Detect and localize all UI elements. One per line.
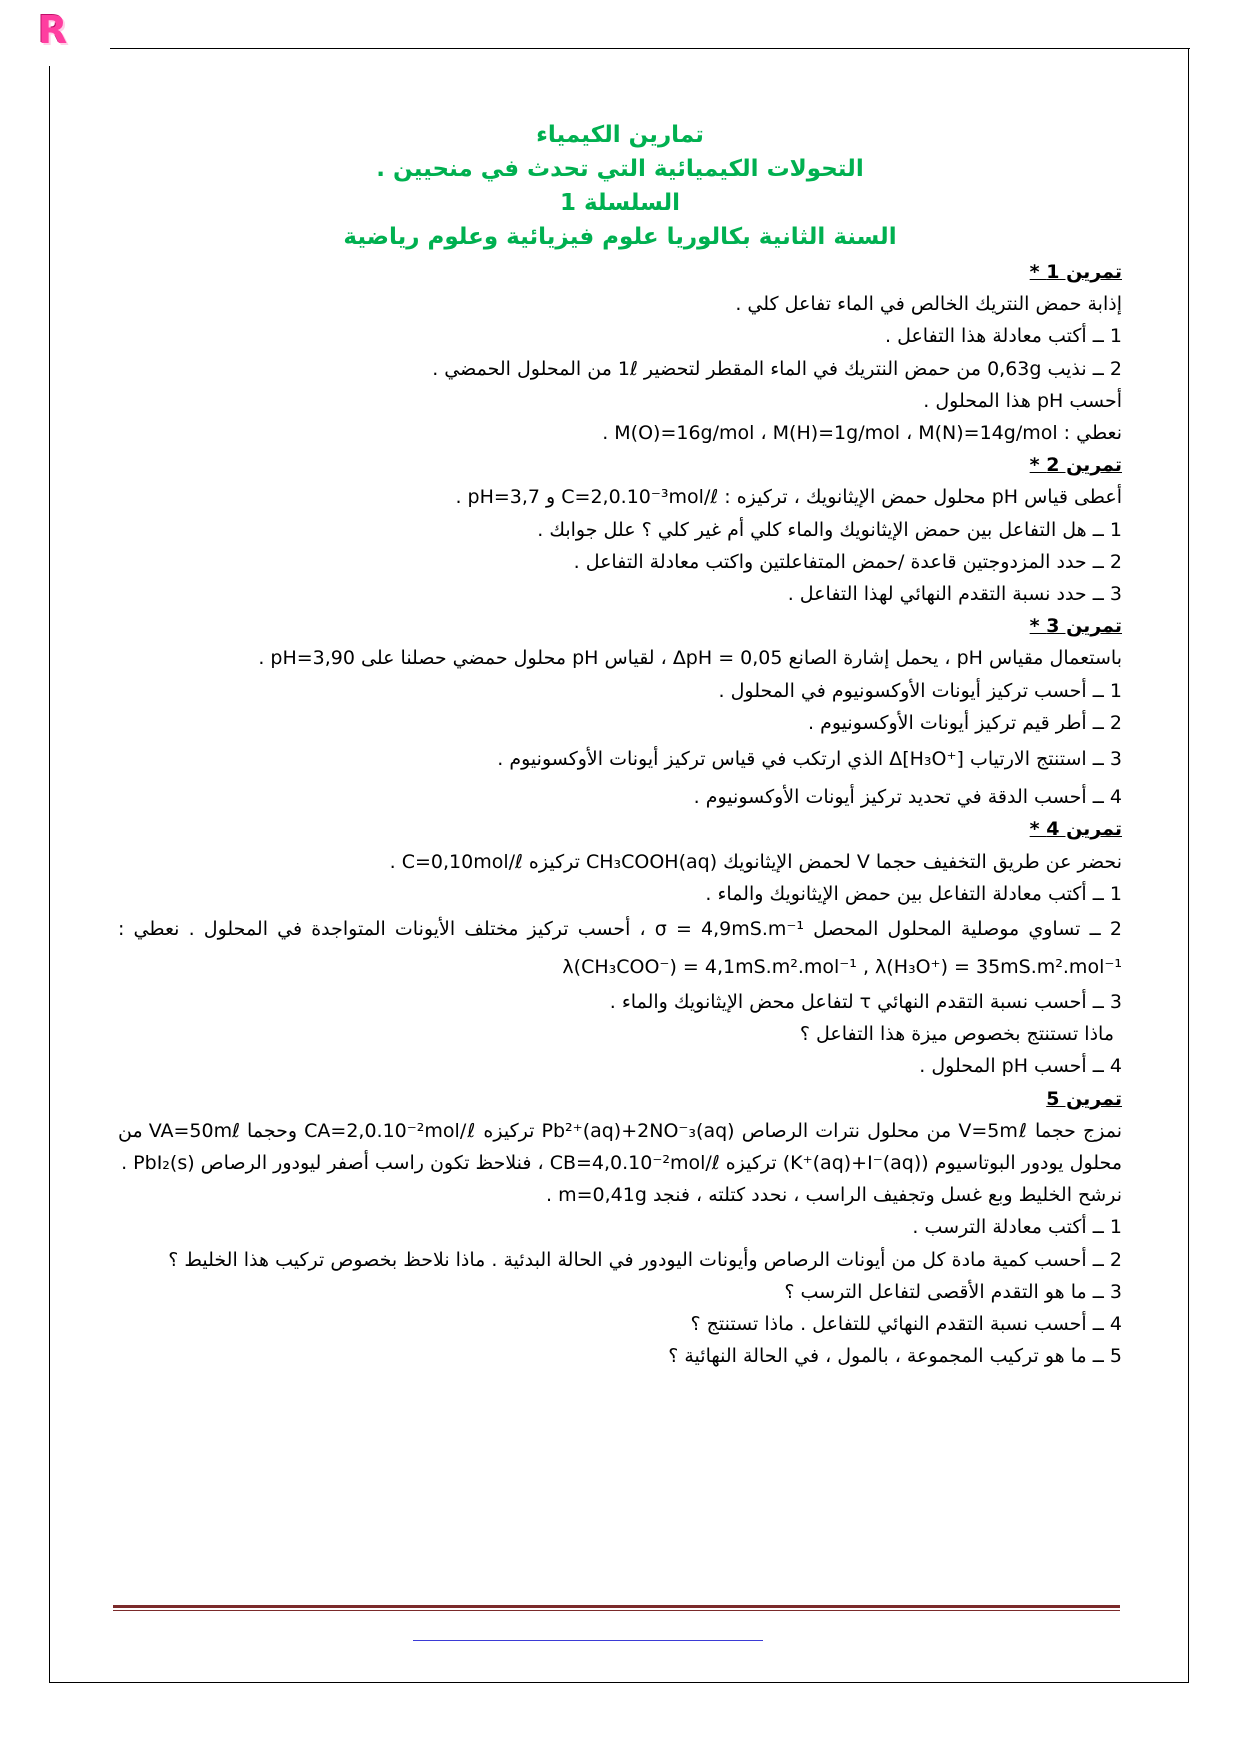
exercise-2-title: تمرين 2 * bbox=[1029, 454, 1122, 477]
frame-bottom-border bbox=[49, 1682, 1189, 1683]
exercise-1-title: تمرين 1 * bbox=[1029, 261, 1122, 283]
logo-mark bbox=[38, 8, 74, 52]
footer-rule-thin bbox=[113, 1610, 1120, 1611]
exercise-1-line: نعطي : M(O)=16g/mol ، M(H)=1g/mol ، M(N)=14g/mol . bbox=[602, 422, 1122, 445]
exercise-4-line: 1 ــ أكتب معادلة التفاعل بين حمض الإيثانويك والماء . bbox=[705, 882, 1122, 905]
exercise-5-line: 5 ــ ما هو تركيب المجموعة ، بالمول ، في الحالة النهائية ؟ bbox=[668, 1345, 1122, 1368]
series-label: السلسلة 1 bbox=[559, 190, 681, 216]
top-rule bbox=[110, 48, 1190, 49]
exercise-1-line: 1 ــ أكتب معادلة هذا التفاعل . bbox=[885, 325, 1122, 348]
footer-link-underline[interactable] bbox=[413, 1640, 763, 1641]
level-label: السنة الثانية بكالوريا علوم فيزيائية وعلوم رياضية bbox=[343, 224, 897, 250]
exercise-1-line: إذابة حمض النتريك الخالص في الماء تفاعل كلي . bbox=[735, 293, 1122, 316]
exercise-4-line: 3 ــ أحسب نسبة التقدم النهائي τ لتفاعل محض الإيثانويك والماء . bbox=[609, 991, 1122, 1014]
exercise-5-line: 1 ــ أكتب معادلة الترسب . bbox=[912, 1216, 1122, 1239]
logo-letter: R bbox=[38, 8, 68, 52]
exercise-4-line: نحضر عن طريق التخفيف حجما V لحمض الإيثانويك CH₃COOH(aq) تركيزه C=0,10mol/ℓ . bbox=[389, 850, 1122, 873]
exercise-4-line: ماذا تستنتج بخصوص ميزة هذا التفاعل ؟ bbox=[799, 1023, 1114, 1046]
exercise-2-line: 3 ــ حدد نسبة التقدم النهائي لهذا التفاعل . bbox=[787, 583, 1122, 606]
exercise-5-paragraph: نمزج حجما V=5mℓ من محلول نترات الرصاص Pb²⁺(aq)+2NO⁻₃(aq) تركيزه CA=2,0.10⁻²mol/ℓ وحجما VA=50mℓ من محلول يودور البوتاسيوم (K⁺(aq)+I⁻(aq)) تركيزه CB=4,0.10⁻²mol/ℓ ، فنلاحظ تكون راسب أصفر ليودور الرصاص PbI₂(s) . bbox=[118, 1119, 1122, 1175]
exercise-3-line: 2 ــ أطر قيم تركيز أيونات الأوكسونيوم . bbox=[808, 711, 1122, 734]
exercise-3-paragraph: باستعمال مقياس pH ، يحمل إشارة الصانع ΔpH = 0,05 ، لقياس pH محلول حمضي حصلنا على pH=3,90 . bbox=[258, 647, 1122, 670]
exercise-4-title: تمرين 4 * bbox=[1029, 818, 1122, 841]
footer-rule-thick bbox=[113, 1605, 1120, 1608]
exercise-5-line: 4 ــ أحسب نسبة التقدم النهائي للتفاعل . ماذا تستنتج ؟ bbox=[690, 1313, 1122, 1336]
exercise-3-line: 4 ــ أحسب الدقة في تحديد تركيز أيونات الأوكسونيوم . bbox=[693, 786, 1122, 809]
exercise-1-line: 2 ــ نذيب 0,63g من حمض النتريك في الماء المقطر لتحضير 1ℓ من المحلول الحمضي . bbox=[432, 357, 1122, 380]
frame-left-border bbox=[49, 66, 50, 1682]
exercise-1-line: أحسب pH هذا المحلول . bbox=[923, 389, 1122, 412]
exercise-3-line: 1 ــ أحسب تركيز أيونات الأوكسونيوم في المحلول . bbox=[718, 679, 1122, 702]
exercise-5-title: تمرين 5 bbox=[1046, 1087, 1122, 1110]
exercise-5-line: 3 ــ ما هو التقدم الأقصى لتفاعل الترسب ؟ bbox=[784, 1280, 1122, 1303]
document-header bbox=[120, 118, 1120, 254]
exercises-body bbox=[118, 256, 1122, 1373]
exercise-3-line: 3 ــ استنتج الارتياب Δ[H₃O⁺] الذي ارتكب في قياس تركيز أيونات الأوكسونيوم . bbox=[497, 748, 1122, 771]
document-subtitle: التحولات الكيميائية التي تحدث في منحيين . bbox=[376, 156, 864, 182]
exercise-2-line: أعطى قياس pH محلول حمض الإيثانويك ، تركيزه : C=2,0.10⁻³mol/ℓ و pH=3,7 . bbox=[455, 486, 1122, 509]
exercise-3-title: تمرين 3 * bbox=[1029, 615, 1122, 638]
exercise-4-paragraph: 2 ــ تساوي موصلية المحلول المحصل σ = 4,9mS.m⁻¹ ، أحسب تركيز مختلف الأيونات المتواجدة في المحلول . نعطي : λ(CH₃COO⁻) = 4,1mS.m².mol⁻¹ , λ(H₃O⁺) = 35mS.m².mol⁻¹ bbox=[118, 918, 1122, 979]
exercise-4-line: 4 ــ أحسب pH المحلول . bbox=[919, 1055, 1122, 1078]
exercise-2-line: 2 ــ حدد المزدوجتين قاعدة /حمض المتفاعلتين واكتب معادلة التفاعل . bbox=[573, 550, 1122, 573]
frame-right-border bbox=[1188, 48, 1189, 1682]
exercise-5-paragraph: 2 ــ أحسب كمية مادة كل من أيونات الرصاص وأيونات اليودور في الحالة البدئية . ماذا نلاحظ بخصوص تركيب هذا الخليط ؟ bbox=[168, 1248, 1122, 1271]
exercise-5-line: نرشح الخليط وبع غسل وتجفيف الراسب ، نحدد كتلته ، فنجد m=0,41g . bbox=[546, 1184, 1122, 1207]
document-title: تمارين الكيمياء bbox=[536, 122, 704, 148]
exercise-2-line: 1 ــ هل التفاعل بين حمض الإيثانويك والماء كلي أم غير كلي ؟ علل جوابك . bbox=[537, 518, 1122, 541]
